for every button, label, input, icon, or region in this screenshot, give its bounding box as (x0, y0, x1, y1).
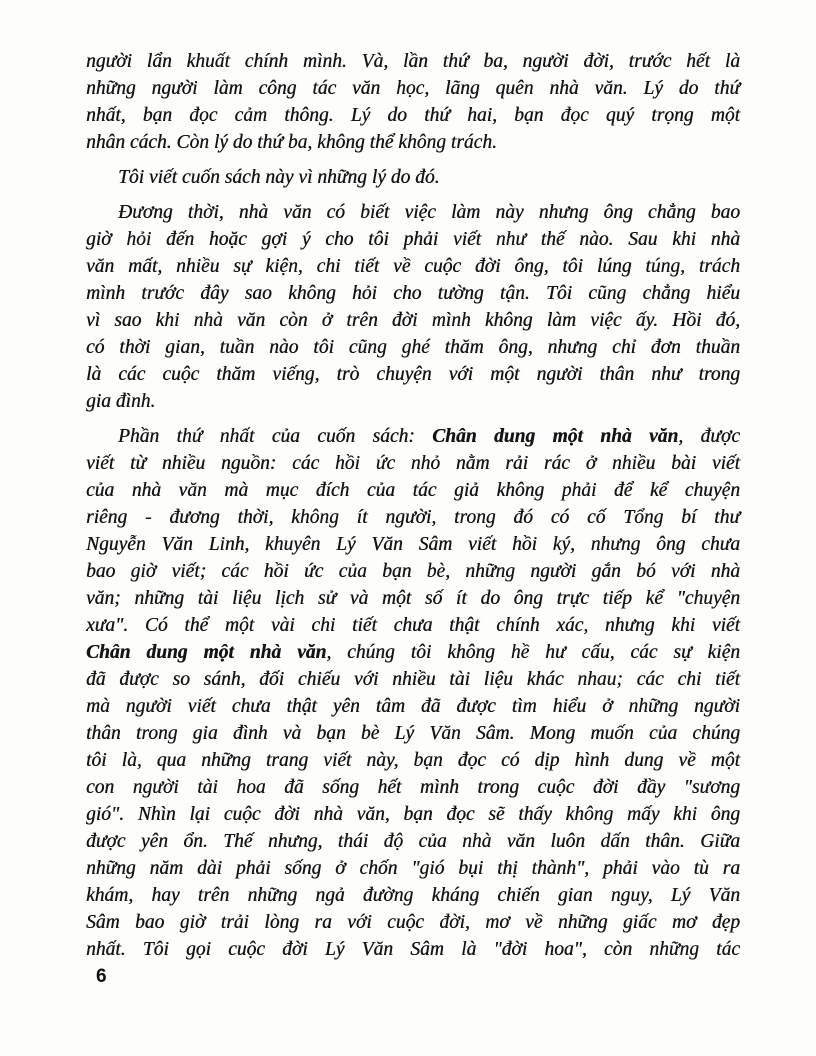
page-number: 6 (96, 966, 107, 987)
text-segment: mà người viết chưa thật yên tâm đã được tìm hiểu ở những người (86, 696, 740, 717)
paragraph (86, 199, 740, 415)
text-line (86, 639, 740, 666)
text-segment: tôi là, qua những trang viết này, bạn đọc có dịp hình dung về một (86, 750, 740, 771)
text-segment: nhất. Tôi gọi cuộc đời Lý Văn Sâm là "đời hoa", còn những tác (86, 939, 740, 960)
text-segment: những năm dài phải sống ở chốn "gió bụi thị thành", phải vào tù ra (86, 858, 740, 879)
text-segment: Phần thứ nhất của cuốn sách: (118, 426, 433, 447)
text-segment: vì sao khi nhà văn còn ở trên đời mình không làm việc ấy. Hồi đó, (86, 310, 740, 331)
text-line (86, 693, 740, 720)
text-line (86, 909, 740, 936)
text-segment: người lẩn khuất chính mình. Và, lần thứ ba, người đời, trước hết là (86, 51, 740, 72)
text-line (86, 307, 740, 334)
text-line (86, 164, 740, 191)
text-line (86, 280, 740, 307)
text-line (86, 102, 740, 129)
text-line (86, 882, 740, 909)
text-line (86, 423, 740, 450)
text-segment: Đương thời, nhà văn có biết việc làm này nhưng ông chẳng bao (118, 202, 740, 223)
text-line (86, 450, 740, 477)
text-segment: thân trong gia đình và bạn bè Lý Văn Sâm. Mong muốn của chúng (86, 723, 740, 744)
text-line (86, 334, 740, 361)
text-line (86, 199, 740, 226)
text-segment: giờ hỏi đến hoặc gợi ý cho tôi phải viết như thế nào. Sau khi nhà (86, 229, 740, 250)
text-segment: những người làm công tác văn học, lãng quên nhà văn. Lý do thứ (86, 78, 740, 99)
text-segment: văn mất, nhiều sự kiện, chi tiết về cuộc đời ông, tôi lúng túng, trách (86, 256, 740, 277)
text-line (86, 585, 740, 612)
text-segment: có thời gian, tuần nào tôi cũng ghé thăm ông, nhưng chỉ đơn thuần (86, 337, 740, 358)
text-line (86, 612, 740, 639)
text-line (86, 855, 740, 882)
text-segment: con người tài hoa đã sống hết mình trong cuộc đời đầy "sương (86, 777, 740, 798)
text-segment: Tôi viết cuốn sách này vì những lý do đó. (118, 167, 440, 188)
text-line (86, 75, 740, 102)
text-segment: của nhà văn mà mục đích của tác giả không phải để kể chuyện (86, 480, 740, 501)
text-line (86, 253, 740, 280)
text-segment: nhân cách. Còn lý do thứ ba, không thể không trách. (86, 132, 497, 153)
text-line (86, 48, 740, 75)
text-segment: Nguyễn Văn Linh, khuyên Lý Văn Sâm viết hồi ký, nhưng ông chưa (86, 534, 740, 555)
text-segment: đã được so sánh, đối chiếu với nhiều tài liệu khác nhau; các chi tiết (86, 669, 740, 690)
paragraph (86, 48, 740, 156)
book-title-emphasis: Chân dung một nhà văn (86, 642, 327, 663)
text-segment: mình trước đây sao không hỏi cho tường tận. Tôi cũng chẳng hiểu (86, 283, 740, 304)
paragraph (86, 164, 740, 191)
text-line (86, 388, 740, 415)
text-segment: là các cuộc thăm viếng, trò chuyện với một người thân như trong (86, 364, 740, 385)
text-segment: văn; những tài liệu lịch sử và một số ít do ông trực tiếp kể "chuyện (86, 588, 740, 609)
text-line (86, 226, 740, 253)
text-segment: được yên ổn. Thế nhưng, thái độ của nhà văn luôn dấn thân. Giữa (86, 831, 740, 852)
text-segment: nhất, bạn đọc cảm thông. Lý do thứ hai, bạn đọc quý trọng một (86, 105, 740, 126)
text-line (86, 558, 740, 585)
text-line (86, 828, 740, 855)
paragraph (86, 423, 740, 963)
text-segment: , chúng tôi không hề hư cấu, các sự kiện (326, 642, 740, 663)
text-line (86, 531, 740, 558)
text-line (86, 801, 740, 828)
text-line (86, 477, 740, 504)
text-segment: gió". Nhìn lại cuộc đời nhà văn, bạn đọc sẽ thấy không mấy khi ông (86, 804, 740, 825)
text-line (86, 936, 740, 963)
text-line (86, 720, 740, 747)
text-segment: xưa". Có thể một vài chi tiết chưa thật chính xác, nhưng khi viết (86, 615, 740, 636)
text-line (86, 129, 740, 156)
text-line (86, 666, 740, 693)
text-segment: Sâm bao giờ trải lòng ra với cuộc đời, mơ về những giấc mơ đẹp (86, 912, 740, 933)
text-line (86, 504, 740, 531)
book-title-emphasis: Chân dung một nhà văn (432, 426, 679, 447)
text-segment: khám, hay trên những ngả đường kháng chiến gian nguy, Lý Văn (86, 885, 740, 906)
text-line (86, 361, 740, 388)
text-segment: riêng - đương thời, không ít người, trong đó có cố Tổng bí thư (86, 507, 740, 528)
text-segment: , được (678, 426, 740, 447)
text-segment: bao giờ viết; các hồi ức của bạn bè, những người gắn bó với nhà (86, 561, 740, 582)
text-line (86, 774, 740, 801)
text-line (86, 747, 740, 774)
text-segment: gia đình. (86, 391, 156, 412)
body-text (86, 48, 740, 971)
text-segment: viết từ nhiều nguồn: các hồi ức nhỏ nằm rải rác ở nhiều bài viết (86, 453, 740, 474)
